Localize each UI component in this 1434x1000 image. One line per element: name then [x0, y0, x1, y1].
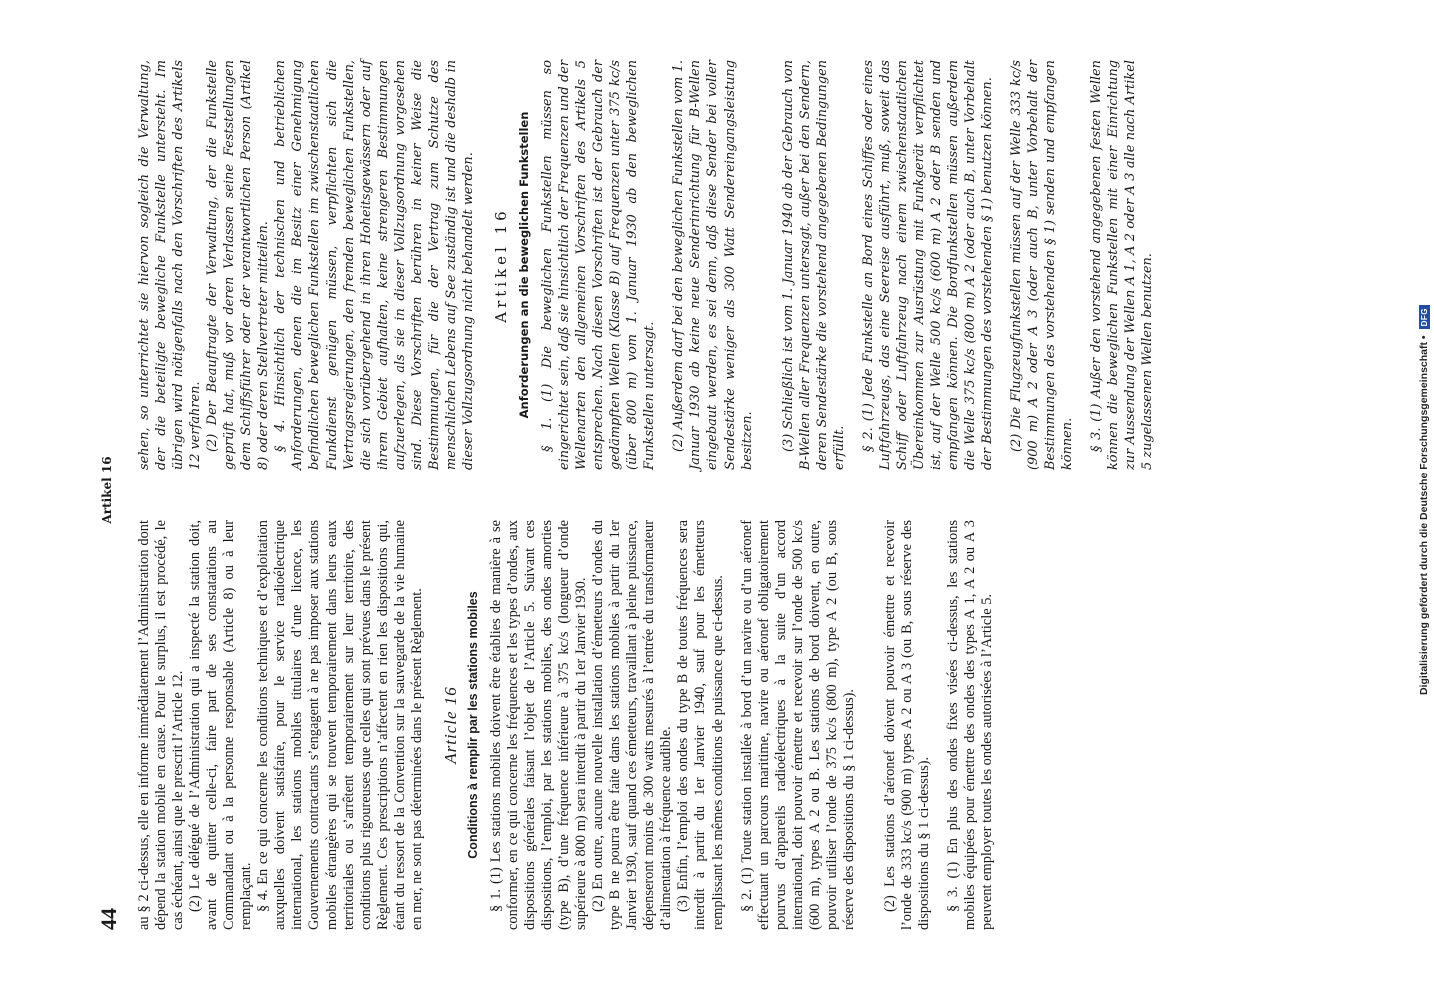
german-paragraph: (3) Schließlich ist vom 1. Januar 1940 ab der Gebrauch von B-Wellen aller Frequenzen untersagt, außer bei den Sendern, deren Sendestärke die vorstehend angegebenen Bedingungen erfüllt.: [780, 60, 847, 470]
german-column: [136, 60, 1157, 470]
french-paragraph: (2) Les stations d’aéronef doivent pouvoir émettre et recevoir l’onde de 333 kc/s (900 m) types A 2 ou A 3 (ou B, sous réserve des dispositions du § 1 ci-dessus).: [881, 520, 932, 930]
french-article-title: Article 16: [440, 686, 460, 764]
french-paragraph: au § 2 ci-dessus, elle en informe immédiatement l’Administration dont dépend la station mobile en cause. Pour le surplus, il est procédé, le cas échéant, ainsi que le prescrit l’Article 12.: [136, 520, 187, 930]
german-paragraph: (2) Die Flugzeugfunkstellen müssen auf der Welle 333 kc/s (900 m) A 2 oder A 3 (oder auch B, unter Vorbehalt der Bestimmungen des vorstehenden § 1) senden und empfangen können.: [1009, 60, 1076, 470]
french-column: [136, 520, 996, 930]
german-paragraph: § 2. (1) Jede Funkstelle an Bord eines Schiffes oder eines Luftfahrzeugs, das eine Seereise ausführt, muß, soweit das Schiff oder Luftfahrzeug nach einem zwischenstaatlichen Übereinkommen zur Ausrüstung mit Funkgerät verpflichtet ist, auf der Welle 500 kc/s (600 m) A 2 oder B senden und empfangen können. Die Bordfunkstellen müssen außerdem die Welle 375 kc/s (800 m) A 2 (oder auch B, unter Vorbehalt der Bestimmungen des vorstehenden § 1) benutzen können.: [860, 60, 996, 470]
german-paragraph: (2) Der Beauftragte der Verwaltung, der die Funkstelle geprüft hat, muß vor deren Verlassen seine Feststellungen dem Schiffsführer oder der verantwortlichen Person (Artikel 8) oder deren Stellvertreter mitteilen.: [205, 60, 272, 470]
french-paragraph: § 2. (1) Toute station installée à bord d’un navire ou d’un aéronef effectuant un parcours maritime, navire ou aéronef obligatoirement pourvus d’appareils radioélectriques à la suite d’un accord international, doit pouvoir émettre et recevoir sur l’onde de 500 kc/s (600 m), types A 2 ou B. Les stations de bord doivent, en outre, pouvoir utiliser l’onde de 375 kc/s (800 m), type A 2 (ou B, sous réserve des dispositions du § 1 ci-dessus).: [738, 520, 857, 930]
french-paragraph: § 3. (1) En plus des ondes fixes visées ci-dessus, les stations mobiles équipées pour émettre des ondes des types A 1, A 2 ou A 3 peuvent employer toutes les ondes autorisées à l’Article 5.: [945, 520, 996, 930]
digitization-credit: [1418, 305, 1430, 695]
digitization-credit-text: Digitalisierung gefördert durch die Deutsche Forschungsgemeinschaft •: [1418, 335, 1430, 695]
german-paragraph: sehen, so unterrichtet sie hiervon sogleich die Verwaltung, der die beteiligte bewegliche Funkstelle untersteht. Im übrigen wird nötigenfalls nach den Vorschriften des Artikels 12 verfahren.: [137, 60, 204, 470]
french-paragraph: § 1. (1) Les stations mobiles doivent être établies de manière à se conformer, en ce qui concerne les fréquences et les types d’ondes, aux dispositions générales faisant l’objet de l’Article 5. Suivant ces dispositions, l’emploi, par les stations mobiles, des ondes amorties (type B), d’une fréquence inférieure à 375 kc/s (longueur d’onde supérieure à 800 m) sera interdit à partir du 1er Janvier 1930.: [487, 520, 590, 930]
french-paragraph: (2) En outre, aucune nouvelle installation d’émetteurs d’ondes du type B ne pourra être faite dans les stations mobiles à partir du 1er Janvier 1930, sauf quand ces émetteurs, travaillant à pleine puissance, dépenseront moins de 300 watts mesurés à l’entrée du transformateur d’alimentation à fréquence audible.: [590, 520, 675, 930]
german-article-subtitle: Anforderungen an die beweglichen Funkstellen: [516, 111, 531, 419]
french-article-subtitle: Conditions à remplir par les stations mobiles: [465, 591, 480, 859]
running-head: Artikel 16: [100, 456, 114, 524]
french-paragraph: § 4. En ce qui concerne les conditions techniques et d’exploitation auxquelles doivent satisfaire, pour le service radioélectrique international, les stations mobiles titulaires d’une licence, les Gouvernements contractants s’engagent à ne pas imposer aux stations mobiles étrangères qui se trouvent temporairement dans leurs eaux territoriales ou s’arrêtent temporairement sur leur territoire, des conditions plus rigoureuses que celles qui sont prévues dans le présent Règlement. Ces prescriptions n’affectent en rien les dispositions qui, étant du ressort de la Convention sur la sauvegarde de la vie humaine en mer, ne sont pas déterminées dans le présent Règlement.: [255, 520, 425, 930]
german-paragraph: § 1. (1) Die beweglichen Funkstellen müssen so eingerichtet sein, daß sie hinsichtlich der Frequenzen und der Wellenarten den allgemeinen Vorschriften des Artikels 5 entsprechen. Nach diesen Vorschriften ist der Gebrauch der gedämpften Wellen (Klasse B) auf Frequenzen unter 375 kc/s (über 800 m) vom 1. Januar 1930 ab den beweglichen Funkstellen untersagt.: [540, 60, 658, 470]
page-number: 44: [96, 908, 121, 930]
french-paragraph: (3) Enfin, l’emploi des ondes du type B de toutes fréquences sera interdit à partir du 1er Janvier 1940, sauf pour les émetteurs remplissant les mêmes conditions de puissance que ci-dessus.: [675, 520, 726, 930]
dfg-logo: DFG: [1419, 305, 1430, 329]
german-paragraph: (2) Außerdem darf bei den beweglichen Funkstellen vom 1. Januar 1930 ab keine neue Senderinrichtung für B-Wellen eingebaut werden, es sei denn, daß diese Sender bei voller Sendestärke weniger als 300 Watt Sendereingangsleistung besitzen.: [671, 60, 755, 470]
german-paragraph: § 3. (1) Außer den vorstehend angegebenen festen Wellen können die beweglichen Funkstellen mit einer Einrichtung zur Aussendung der Wellen A 1, A 2 oder A 3 alle nach Artikel 5 zugelassenen Wellen benutzen.: [1089, 60, 1156, 470]
rotated-document-page: [80, 0, 1430, 930]
german-paragraph: § 4. Hinsichtlich der technischen und betrieblichen Anforderungen, denen die im Besitz einer Genehmigung befindlichen beweglichen Funkstellen im zwischenstaatlichen Funkdienst genügen müssen, verpflichten sich die Vertragsregierungen, den fremden beweglichen Funkstellen, die sich vorübergehend in ihren Hoheitsgewässern oder auf ihrem Gebiet aufhalten, keine strengeren Bestimmungen aufzuerlegen, als sie in dieser Vollzugsordnung vorgesehen sind. Diese Vorschriften berühren in keiner Weise die Bestimmungen, für die der Vertrag zum Schutze des menschlichen Lebens auf See zuständig ist und die deshalb in dieser Vollzugsordnung nicht behandelt werden.: [273, 60, 476, 470]
german-article-title: Artikel 16: [491, 207, 510, 323]
french-paragraph: (2) Le délégué de l’Administration qui a inspecté la station doit, avant de quitter celle-ci, faire part de ses constatations au Commandant ou à la personne responsable (Article 8) ou à leur remplaçant.: [187, 520, 255, 930]
